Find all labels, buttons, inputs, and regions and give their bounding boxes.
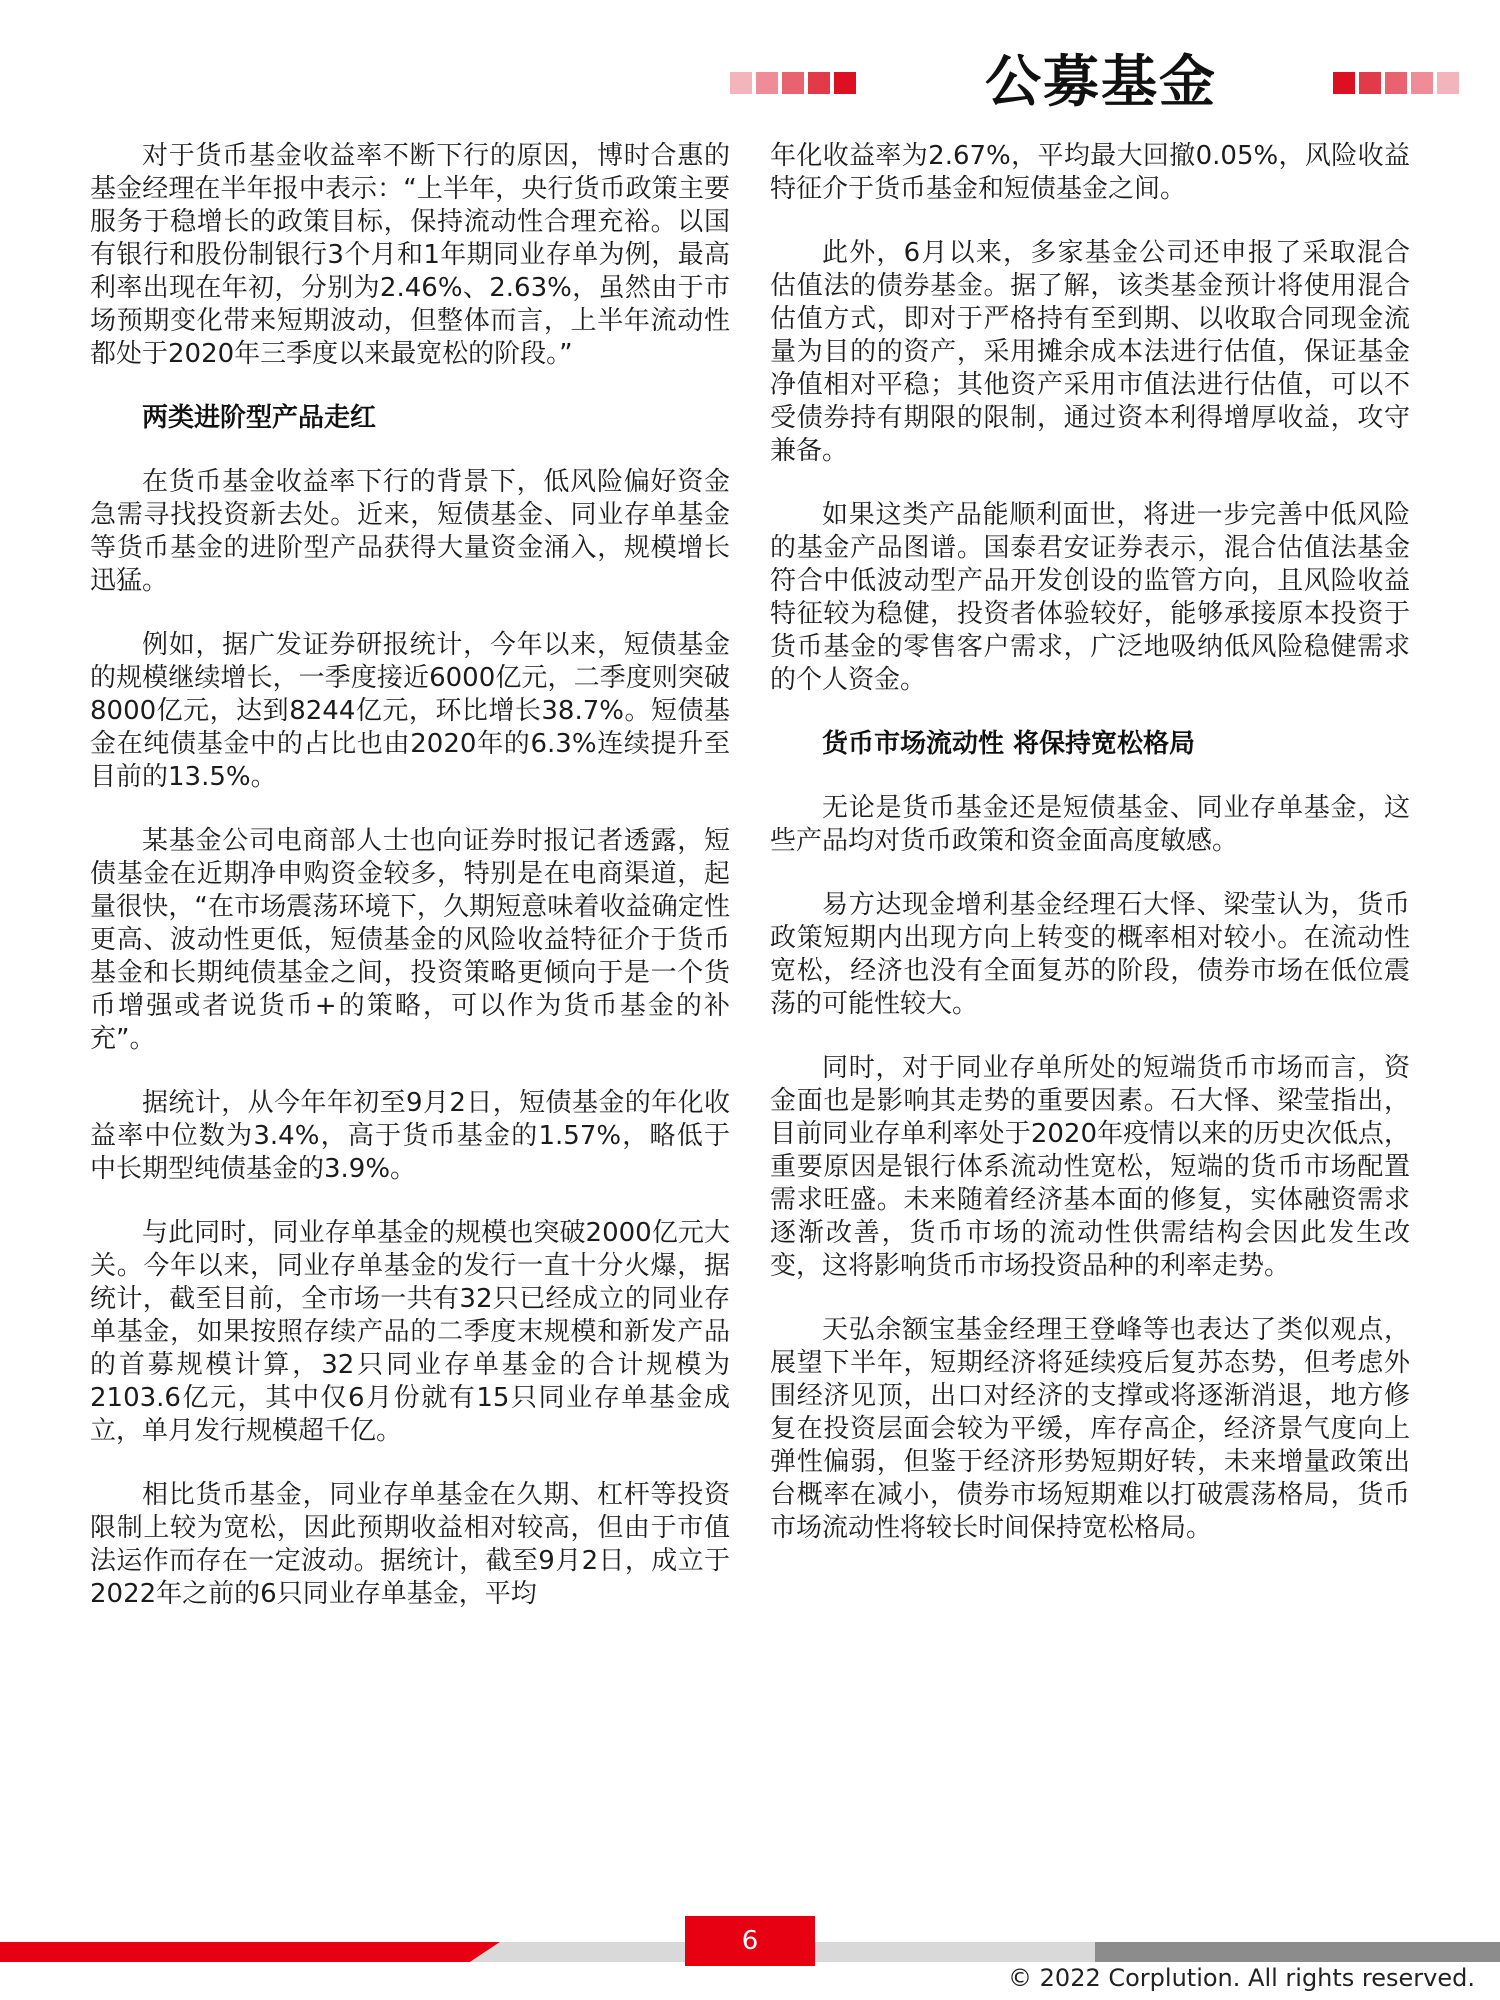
page-number: 6 xyxy=(685,1916,815,1966)
article-right-column xyxy=(770,140,1410,1576)
article-paragraph: 某基金公司电商部人士也向证券时报记者透露，短债基金在近期净申购资金较多，特别是在电商渠道，起量很快，“在市场震荡环境下，久期短意味着收益确定性更高、波动性更低，短债基金的风险收益特征介于货币基金和长期纯债基金之间，投资策略更倾向于是一个货币增强或者说货币+的策略，可以作为货币基金的补充”。 xyxy=(90,826,730,1054)
article-paragraph: 天弘余额宝基金经理王登峰等也表达了类似观点，展望下半年，短期经济将延续疫后复苏态势，但考虑外围经济见顶，出口对经济的支撑或将逐渐消退，地方修复在投资层面会较为平缓，库存高企，经济景气度向上弹性偏弱，但鉴于经济形势短期好转，未来增量政策出台概率在减小，债券市场短期难以打破震荡格局，货币市场流动性将较长时间保持宽松格局。 xyxy=(770,1315,1410,1543)
article-paragraph: 相比货币基金，同业存单基金在久期、杠杆等投资限制上较为宽松，因此预期收益相对较高，但由于市值法运作而存在一定波动。据统计，截至9月2日，成立于2022年之前的6只同业存单基金，平均 xyxy=(90,1480,730,1609)
footer-red-band xyxy=(0,1942,500,1962)
footer-light-gray-band-right xyxy=(815,1942,1095,1962)
footer-light-gray-band xyxy=(470,1942,685,1962)
header-decor-square xyxy=(1333,72,1355,94)
footer-dark-gray-band xyxy=(1095,1942,1500,1962)
article-paragraph: 与此同时，同业存单基金的规模也突破2000亿元大关。今年以来，同业存单基金的发行一直十分火爆，据统计，截至目前，全市场一共有32只已经成立的同业存单基金，如果按照存续产品的二季度末规模和新发产品的首募规模计算，32只同业存单基金的合计规模为2103.6亿元，其中仅6月份就有15只同业存单基金成立，单月发行规模超千亿。 xyxy=(90,1218,730,1446)
header-decor-square xyxy=(756,72,778,94)
article-left-column xyxy=(90,140,730,1642)
header-decor-square xyxy=(1411,72,1433,94)
article-paragraph: 易方达现金增利基金经理石大怿、梁莹认为，货币政策短期内出现方向上转变的概率相对较小。在流动性宽松，经济也没有全面复苏的阶段，债券市场在低位震荡的可能性较大。 xyxy=(770,890,1410,1019)
section-heading: 两类进阶型产品走红 xyxy=(142,403,377,433)
article-paragraph: 如果这类产品能顺利面世，将进一步完善中低风险的基金产品图谱。国泰君安证券表示，混合估值法基金符合中低波动型产品开发创设的监管方向，且风险收益特征较为稳健，投资者体验较好，能够承接原本投资于货币基金的零售客户需求，广泛地吸纳低风险稳健需求的个人资金。 xyxy=(770,500,1410,695)
article-paragraph: 同时，对于同业存单所处的短端货币市场而言，资金面也是影响其走势的重要因素。石大怿、梁莹指出，目前同业存单利率处于2020年疫情以来的历史次低点，重要原因是银行体系流动性宽松，短端的货币市场配置需求旺盛。未来随着经济基本面的修复，实体融资需求逐渐改善，货币市场的流动性供需结构会因此发生改变，这将影响货币市场投资品种的利率走势。 xyxy=(770,1053,1410,1281)
copyright-notice: © 2022 Corplution. All rights reserved. xyxy=(1008,1964,1475,1992)
article-paragraph: 例如，据广发证券研报统计，今年以来，短债基金的规模继续增长，一季度接近6000亿元，二季度则突破8000亿元，达到8244亿元，环比增长38.7%。短债基金在纯债基金中的占比也由2020年的6.3%连续提升至目前的13.5%。 xyxy=(90,630,730,792)
article-paragraph: 此外，6月以来，多家基金公司还申报了采取混合估值法的债券基金。据了解，该类基金预计将使用混合估值方式，即对于严格持有至到期、以收取合同现金流量为目的的资产，采用摊余成本法进行估值，保证基金净值相对平稳；其他资产采用市值法进行估值，可以不受债券持有期限的限制，通过资本利得增厚收益，攻守兼备。 xyxy=(770,238,1410,466)
header-decor-square xyxy=(808,72,830,94)
header-decor-square xyxy=(1359,72,1381,94)
header-decor-square xyxy=(782,72,804,94)
section-title: 公募基金 xyxy=(985,50,1217,115)
header-decor-square xyxy=(1385,72,1407,94)
section-heading: 货币市场流动性 将保持宽松格局 xyxy=(822,729,1196,759)
header-decor-square xyxy=(834,72,856,94)
header-decor-square xyxy=(730,72,752,94)
article-paragraph-continued: 年化收益率为2.67%，平均最大回撤0.05%，风险收益特征介于货币基金和短债基金之间。 xyxy=(770,141,1410,204)
article-paragraph: 对于货币基金收益率不断下行的原因，博时合惠的基金经理在半年报中表示：“上半年，央行货币政策主要服务于稳增长的政策目标，保持流动性合理充裕。以国有银行和股份制银行3个月和1年期同业存单为例，最高利率出现在年初，分别为2.46%、2.63%，虽然由于市场预期变化带来短期波动，但整体而言，上半年流动性都处于2020年三季度以来最宽松的阶段。” xyxy=(90,141,730,369)
article-paragraph: 在货币基金收益率下行的背景下，低风险偏好资金急需寻找投资新去处。近来，短债基金、同业存单基金等货币基金的进阶型产品获得大量资金涌入，规模增长迅猛。 xyxy=(90,467,730,596)
page-header xyxy=(0,0,1500,130)
article-paragraph: 据统计，从今年年初至9月2日，短债基金的年化收益率中位数为3.4%，高于货币基金的1.57%，略低于中长期型纯债基金的3.9%。 xyxy=(90,1088,730,1184)
header-decor-square xyxy=(1437,72,1459,94)
article-paragraph: 无论是货币基金还是短债基金、同业存单基金，这些产品均对货币政策和资金面高度敏感。 xyxy=(770,793,1410,856)
